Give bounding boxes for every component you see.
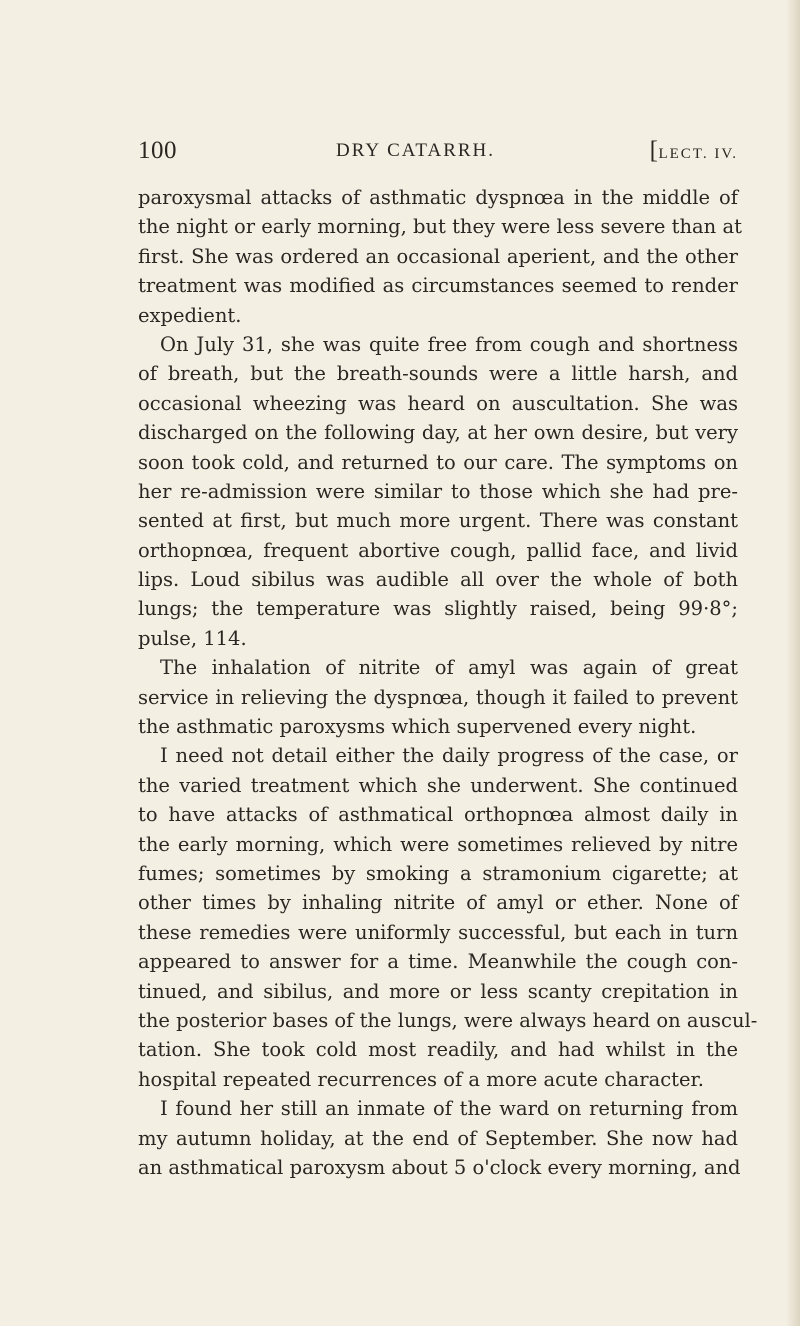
text-line: lips. Loud sibilus was audible all over the whole of both xyxy=(138,568,738,592)
text-line: hospital repeated recurrences of a more acute character. xyxy=(138,1067,704,1091)
text-line: her re-admission were similar to those which she had pre- xyxy=(138,479,738,503)
text-line: soon took cold, and returned to our care. The symptoms on xyxy=(138,450,738,474)
text-line: other times by inhaling nitrite of amyl or ether. None of xyxy=(138,891,738,915)
text-line: fumes; sometimes by smoking a stramonium cigarette; at xyxy=(138,861,738,885)
text-line: the varied treatment which she underwent. She continued xyxy=(138,773,738,797)
text-line: pulse, 114. xyxy=(138,626,247,650)
text-line: first. She was ordered an occasional aperient, and the other xyxy=(138,244,738,268)
text-line: the early morning, which were sometimes relieved by nitre xyxy=(138,832,738,856)
text-line: an asthmatical paroxysm about 5 o'clock every morning, and xyxy=(138,1155,741,1179)
running-head xyxy=(138,137,738,171)
running-title: DRY CATARRH. xyxy=(336,140,496,161)
text-line: lungs; the temperature was slightly raised, being 99·8°; xyxy=(138,597,738,621)
text-line: these remedies were uniformly successful, but each in turn xyxy=(138,920,738,944)
lecture-label: LECT. IV. xyxy=(658,146,738,162)
text-line: The inhalation of nitrite of amyl was again of great xyxy=(160,656,738,680)
text-line: sented at first, but much more urgent. There was constant xyxy=(138,509,738,533)
text-line: to have attacks of asthmatical orthopnœa almost daily in xyxy=(138,803,738,827)
text-line: appeared to answer for a time. Meanwhile the cough con- xyxy=(138,950,738,974)
text-line: the posterior bases of the lungs, were always heard on auscul- xyxy=(138,1008,758,1032)
text-line: paroxysmal attacks of asthmatic dyspnœa in the middle of xyxy=(138,186,738,209)
text-line: treatment was modified as circumstances seemed to render xyxy=(138,274,738,298)
text-line: my autumn holiday, at the end of September. She now had xyxy=(138,1126,738,1150)
text-line: tation. She took cold most readily, and had whilst in the xyxy=(138,1038,738,1062)
text-line: of breath, but the breath-sounds were a little harsh, and xyxy=(138,362,738,386)
text-line: orthopnœa, frequent abortive cough, pallid face, and livid xyxy=(138,538,738,562)
text-line: On July 31, she was quite free from cough and shortness xyxy=(160,332,738,356)
page-edge-shadow xyxy=(786,0,800,1326)
text-line: expedient. xyxy=(138,303,242,327)
text-line: I need not detail either the daily progress of the case, or xyxy=(160,744,738,768)
text-line: occasional wheezing was heard on auscultation. She was xyxy=(138,391,738,415)
text-line: I found her still an inmate of the ward on returning from xyxy=(160,1097,738,1121)
body-text xyxy=(138,183,758,1182)
page-number: 100 xyxy=(138,137,177,164)
text-line: tinued, and sibilus, and more or less scanty crepitation in xyxy=(138,979,738,1003)
text-line: the asthmatic paroxysms which supervened every night. xyxy=(138,715,697,739)
text-line: the night or early morning, but they were less severe than at xyxy=(138,215,742,239)
lecture-bracket: [ xyxy=(649,137,659,164)
lecture-reference xyxy=(650,137,738,165)
text-line: service in relieving the dyspnœa, though it failed to prevent xyxy=(138,685,738,709)
text-line: discharged on the following day, at her own desire, but very xyxy=(138,421,738,445)
